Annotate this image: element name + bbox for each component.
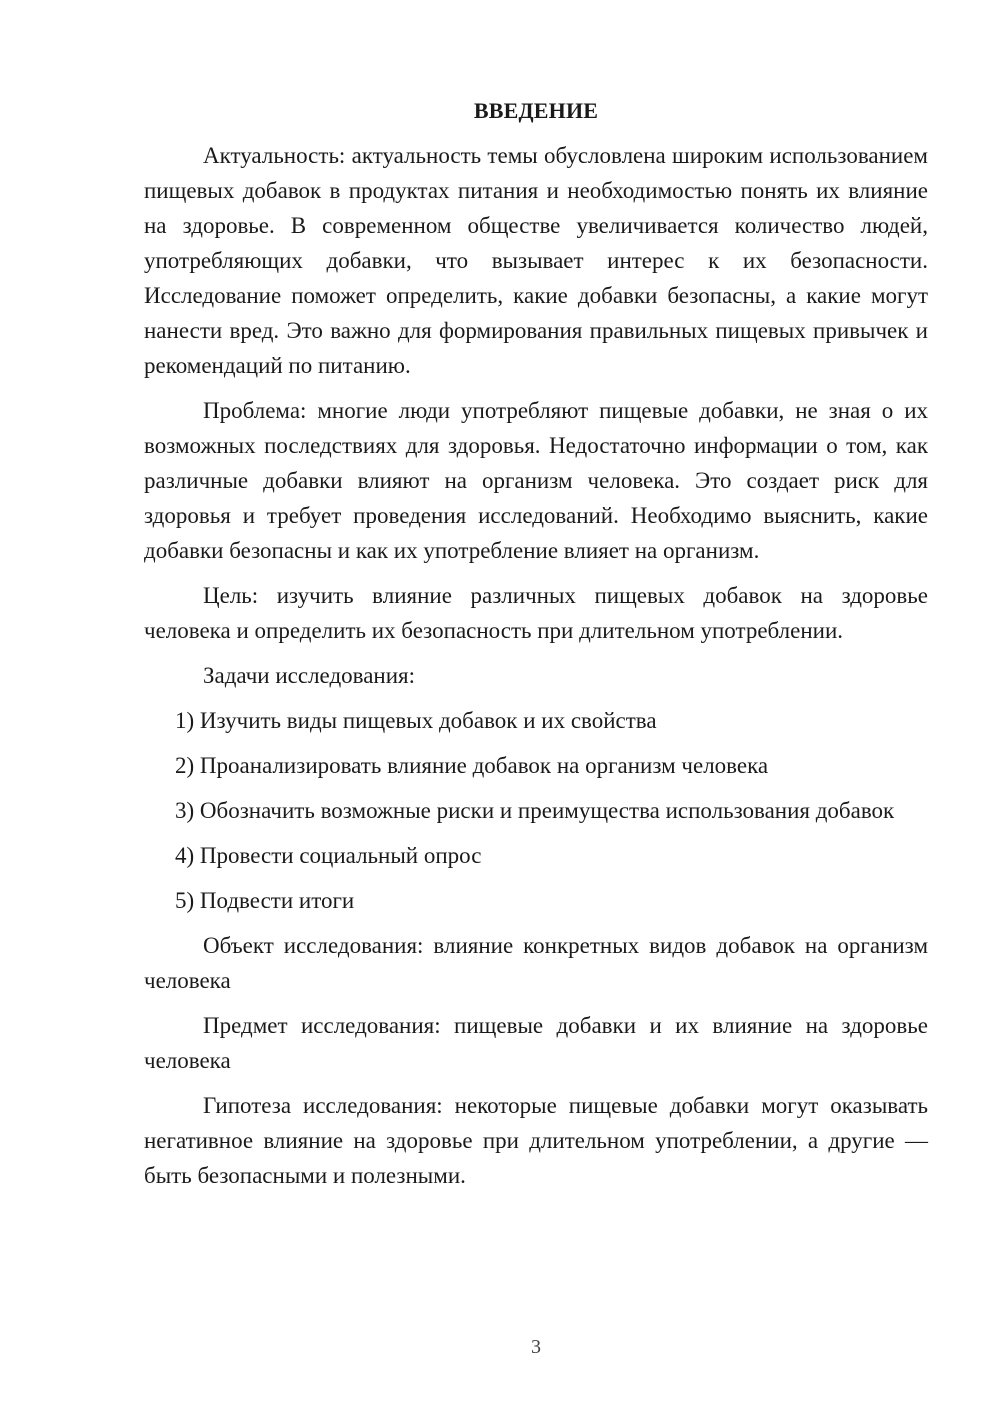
paragraph-goal: Цель: изучить влияние различных пищевых добавок на здоровье человека и определить их безопасность при длительном употреблении. (144, 583, 928, 643)
document-page (144, 96, 928, 1203)
tasks-heading: Задачи исследования: (203, 663, 416, 688)
list-item: 4) Провести социальный опрос (175, 843, 482, 868)
paragraph-problem: Проблема: многие люди употребляют пищевые добавки, не зная о их возможных последствиях для здоровья. Недостаточно информации о том, как различные добавки влияют на организм человека. Это создает риск для здоровья и требует проведения исследований. Необходимо выяснить, какие добавки безопасны и как их употребление влияет на организм. (144, 398, 928, 563)
list-item: 2) Проанализировать влияние добавок на организм человека (175, 753, 769, 778)
page-title: ВВЕДЕНИЕ (473, 98, 599, 123)
paragraph-object: Объект исследования: влияние конкретных видов добавок на организм человека (144, 933, 928, 993)
paragraph-subject: Предмет исследования: пищевые добавки и их влияние на здоровье человека (144, 1013, 928, 1073)
paragraph-relevance: Актуальность: актуальность темы обусловлена широким использованием пищевых добавок в продуктах питания и необходимостью понять их влияние на здоровье. В современном обществе увеличивается количество людей, употребляющих добавки, что вызывает интерес к их безопасности. Исследование поможет определить, какие добавки безопасны, а какие могут нанести вред. Это важно для формирования правильных пищевых привычек и рекомендаций по питанию. (144, 143, 928, 378)
tasks-list (144, 703, 928, 918)
list-item: 1) Изучить виды пищевых добавок и их свойства (175, 708, 657, 733)
list-item: 5) Подвести итоги (175, 888, 355, 913)
list-item: 3) Обозначить возможные риски и преимущества использования добавок (175, 798, 895, 823)
paragraph-hypothesis: Гипотеза исследования: некоторые пищевые добавки могут оказывать негативное влияние на здоровье при длительном употреблении, а другие — быть безопасными и полезными. (144, 1093, 928, 1188)
page-number: 3 (531, 1336, 541, 1358)
